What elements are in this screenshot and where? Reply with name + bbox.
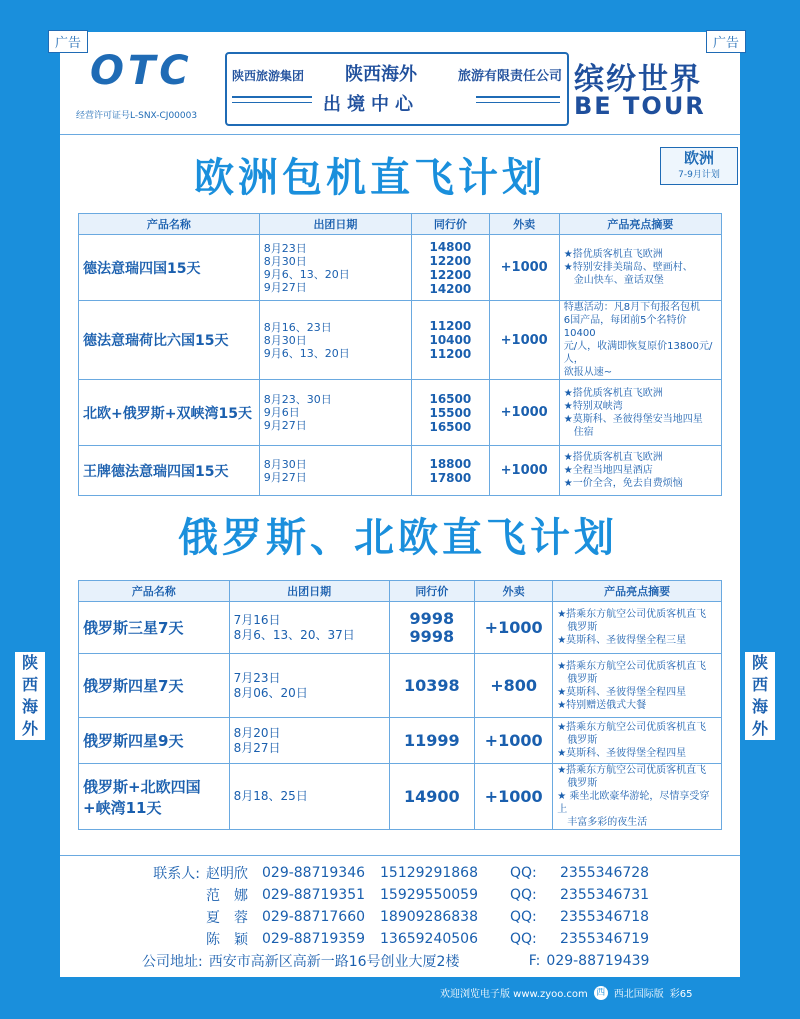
trade-price (389, 654, 474, 718)
line: ★搭乘东方航空公司优质客机直飞 (557, 722, 707, 733)
trade-price (389, 718, 474, 764)
contact-row (130, 928, 690, 950)
table-row (79, 602, 722, 654)
product-name: 俄罗斯四星9天 (79, 718, 230, 764)
table-header-row (79, 214, 722, 235)
product-highlights (559, 380, 721, 446)
europe-badge (660, 147, 738, 185)
contact-label: 联系人: (153, 866, 200, 882)
line: 9月27日 (263, 280, 307, 294)
line: ★莫斯科、圣彼得堡全程四星 (557, 748, 687, 759)
company-banner-row (232, 60, 562, 86)
line: ★搭优质客机直飞欧洲 (563, 452, 663, 463)
contact-qq: 2355346718 (560, 909, 650, 925)
side-char: 西 (751, 675, 768, 694)
retail-markup: +1000 (475, 718, 553, 764)
line: 8月30日 (263, 254, 307, 268)
contact-mobile: 13659240506 (380, 931, 478, 947)
line: 16500 (429, 391, 472, 406)
side-char: 海 (21, 697, 38, 716)
address-label: 公司地址: (142, 954, 203, 970)
line: ★搭乘东方航空公司优质客机直飞 (557, 660, 707, 672)
line: 14900 (403, 786, 460, 806)
col-dates: 出团日期 (259, 214, 411, 235)
contact-name: 赵明欣 (206, 866, 248, 882)
retail-markup: +1000 (489, 235, 559, 301)
col-price: 同行价 (412, 214, 489, 235)
contact-qq-label: QQ: (510, 887, 537, 903)
col-product-name: 产品名称 (79, 581, 230, 602)
col-dates: 出团日期 (229, 581, 389, 602)
contact-phone: 029-88719359 (262, 931, 366, 947)
retail-markup: +1000 (475, 764, 553, 830)
line: 9月6日 (263, 406, 300, 419)
line: 9998 (409, 626, 455, 646)
table-row (79, 718, 722, 764)
product-name: 俄罗斯四星7天 (79, 654, 230, 718)
line: 17800 (429, 470, 472, 485)
line: 8月23日 (263, 241, 307, 255)
line: 俄罗斯 (557, 622, 598, 633)
ad-tag-right: 广告 (706, 30, 746, 53)
line: 11999 (403, 730, 460, 750)
line: 12200 (429, 253, 472, 268)
europe-section-title: 欧洲包机直飞计划 (194, 155, 546, 201)
line: 8月20日 (233, 725, 281, 740)
line: 6国产品，每团前5个名特价10400 (563, 315, 687, 339)
line: ★搭乘东方航空公司优质客机直飞 (557, 765, 707, 776)
departure-dates (259, 301, 411, 380)
side-char: 陕 (21, 653, 38, 672)
retail-markup: +1000 (489, 446, 559, 496)
contact-row (130, 884, 690, 906)
retail-markup: +1000 (475, 602, 553, 654)
product-name: 德法意瑞荷比六国15天 (79, 301, 260, 380)
line: 住宿 (563, 426, 594, 438)
line: 14800 (429, 239, 472, 254)
contact-phone: 029-88719351 (262, 887, 366, 903)
product-name: 北欧+俄罗斯+双峡湾15天 (79, 380, 260, 446)
fax-label: F: (528, 953, 541, 969)
retail-markup: +1000 (489, 301, 559, 380)
line: 12200 (429, 267, 472, 282)
contact-row (130, 906, 690, 928)
line: 俄罗斯 (557, 673, 598, 685)
russia-plan-table (78, 580, 722, 830)
product-name: 德法意瑞四国15天 (79, 235, 260, 301)
side-char: 外 (21, 719, 38, 738)
line: ★搭乘东方航空公司优质客机直飞 (557, 609, 707, 620)
line: 8月6、13、20、37日 (233, 627, 355, 642)
contact-qq-label: QQ: (510, 931, 537, 947)
line: 特惠活动：凡8月下旬报名包机 (563, 302, 701, 313)
side-char: 陕 (751, 653, 768, 672)
line: 10398 (403, 675, 460, 695)
contact-qq-label: QQ: (510, 865, 537, 881)
table-row (79, 301, 722, 380)
line: ★搭优质客机直飞欧洲 (563, 387, 663, 399)
product-highlights (553, 718, 722, 764)
contacts-divider (60, 855, 740, 856)
line: ★全程当地四星酒店 (563, 465, 653, 476)
col-retail: 外卖 (489, 214, 559, 235)
line: ★特别安排美瑞岛、壁画村、 (563, 262, 693, 273)
departure-dates (259, 235, 411, 301)
brand-name: 陕西海外 (345, 64, 417, 85)
trade-price (412, 446, 489, 496)
contact-qq: 2355346728 (560, 865, 650, 881)
line: 9月27日 (263, 419, 307, 432)
contact-name: 夏 蓉 (206, 910, 248, 926)
line: 9月6、13、20日 (263, 267, 350, 281)
col-price: 同行价 (389, 581, 474, 602)
trade-price (389, 602, 474, 654)
group-name: 陕西旅游集团 (232, 69, 305, 83)
product-name: 俄罗斯+北欧四国+峡湾11天 (79, 764, 230, 830)
line: 金山快车、童话双堡 (563, 275, 664, 286)
col-highlights: 产品亮点摘要 (553, 581, 722, 602)
line: 9月27日 (263, 470, 307, 484)
line: 9月6、13、20日 (263, 346, 350, 360)
footer-edition: 西北国际版 (613, 989, 664, 1000)
contact-name: 陈 颖 (206, 932, 248, 948)
footer-welcome: 欢迎浏览电子版 www.zyoo.com (440, 989, 588, 1000)
line: ★莫斯科、圣彼得堡安当地四星 (563, 413, 703, 425)
line: ★莫斯科、圣彼得堡全程四星 (557, 686, 687, 698)
footer (440, 985, 692, 1000)
line: 8月18、25日 (233, 789, 308, 803)
contact-phone: 029-88717660 (262, 909, 366, 925)
department-name: 出境中心 (323, 94, 419, 115)
publisher-logo-icon: 西 (594, 986, 608, 1000)
line: 11200 (429, 347, 472, 361)
wave-decoration-right (476, 96, 560, 103)
line: ★特别赠送俄式大餐 (557, 699, 647, 711)
line: 16500 (429, 419, 472, 434)
trade-price (389, 764, 474, 830)
contact-qq: 2355346731 (560, 887, 650, 903)
company-name: 旅游有限责任公司 (457, 69, 562, 84)
trade-price (412, 235, 489, 301)
contact-section (130, 862, 690, 972)
side-char: 外 (751, 719, 768, 738)
license-number: 经营许可证号L-SNX-CJ00003 (76, 111, 198, 121)
col-highlights: 产品亮点摘要 (559, 214, 721, 235)
line: 10400 (429, 333, 472, 347)
table-row (79, 380, 722, 446)
contact-name: 范 娜 (206, 888, 248, 904)
ad-tag-left: 广告 (48, 30, 88, 53)
contact-mobile: 15929550059 (380, 887, 478, 903)
product-highlights (553, 602, 722, 654)
header-divider (60, 134, 740, 135)
col-retail: 外卖 (475, 581, 553, 602)
line: 欲报从速~ (563, 367, 613, 378)
side-label-left (15, 652, 45, 740)
product-highlights (559, 301, 721, 380)
wave-decoration-left (232, 96, 312, 103)
product-name: 俄罗斯三星7天 (79, 602, 230, 654)
retail-markup: +800 (475, 654, 553, 718)
line: 8月27日 (233, 740, 281, 755)
line: ★搭优质客机直飞欧洲 (563, 249, 663, 260)
departure-dates (229, 602, 389, 654)
departure-dates (229, 718, 389, 764)
line: 8月30日 (263, 457, 307, 471)
product-highlights (559, 235, 721, 301)
contact-mobile: 18909286838 (380, 909, 478, 925)
line: 7月16日 (233, 612, 281, 627)
line: 8月23、30日 (263, 393, 332, 406)
contact-qq: 2355346719 (560, 931, 650, 947)
line: 14200 (429, 281, 472, 296)
footer-page-number: 彩65 (669, 989, 693, 1000)
line: ★莫斯科、圣彼得堡全程三星 (557, 635, 687, 646)
product-highlights (559, 446, 721, 496)
contact-phone: 029-88719346 (262, 865, 366, 881)
product-highlights (553, 764, 722, 830)
table-row (79, 764, 722, 830)
line: ★ 乘坐北欧豪华游轮，尽情享受穿上 (557, 791, 710, 815)
line: 9998 (409, 608, 455, 628)
line: 15500 (429, 405, 472, 420)
line: 8月06、20日 (233, 685, 308, 700)
otc-logo: OTC (90, 48, 193, 94)
contact-mobile: 15129291868 (380, 865, 478, 881)
line: 俄罗斯 (557, 735, 598, 746)
trade-price (412, 380, 489, 446)
line: 7月23日 (233, 670, 281, 685)
trade-price (412, 301, 489, 380)
table-row (79, 654, 722, 718)
line: 8月30日 (263, 333, 307, 347)
address-row (142, 950, 690, 972)
departure-dates (229, 654, 389, 718)
line: 元/人，收满即恢复原价13800元/人， (563, 341, 713, 365)
world-title: 缤纷世界 (574, 62, 702, 97)
table-row (79, 446, 722, 496)
product-highlights (553, 654, 722, 718)
fax-number: 029-88719439 (546, 953, 650, 969)
side-char: 海 (751, 697, 768, 716)
departure-dates (259, 380, 411, 446)
retail-markup: +1000 (489, 380, 559, 446)
line: 8月16、23日 (263, 320, 332, 334)
contact-qq-label: QQ: (510, 909, 537, 925)
russia-section-title: 俄罗斯、北欧直飞计划 (178, 515, 618, 561)
side-label-right (745, 652, 775, 740)
table-header-row (79, 581, 722, 602)
europe-badge-subtitle: 7-9月计划 (678, 170, 720, 180)
europe-plan-table (78, 213, 722, 496)
line: 俄罗斯 (557, 778, 598, 789)
product-name: 王牌德法意瑞四国15天 (79, 446, 260, 496)
line: ★特别双峡湾 (563, 400, 623, 412)
departure-dates (229, 764, 389, 830)
side-char: 西 (21, 675, 38, 694)
line: 丰富多彩的夜生活 (557, 817, 648, 828)
line: 18800 (429, 456, 472, 471)
table-row (79, 235, 722, 301)
departure-dates (259, 446, 411, 496)
line: 11200 (429, 319, 472, 333)
line: ★一价全含，免去自费烦恼 (563, 478, 683, 489)
be-tour-title: BE TOUR (574, 92, 706, 120)
col-product-name: 产品名称 (79, 214, 260, 235)
address-text: 西安市高新区高新一路16号创业大厦2楼 (208, 954, 460, 970)
europe-badge-title: 欧洲 (683, 149, 714, 167)
contact-row (130, 862, 690, 884)
